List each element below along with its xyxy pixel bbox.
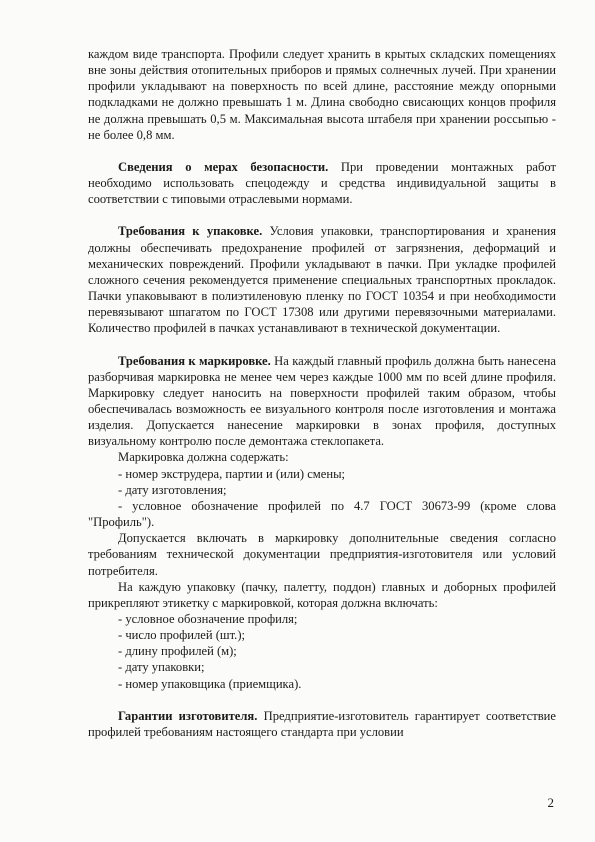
paragraph-additional-info bbox=[88, 530, 556, 578]
list-item: - число профилей (шт.); bbox=[118, 628, 246, 643]
list-item: - дату изготовления; bbox=[118, 482, 227, 497]
list-item: - условное обозначение профилей по 4.7 ГОСТ 30673-99 (кроме слова "Профиль"). bbox=[88, 498, 556, 530]
section-heading-warranty: Гарантии изготовителя. bbox=[118, 708, 258, 723]
paragraph-text: На каждый главный профиль должна быть нанесена разборчивая маркировка не менее чем через каждые 1000 мм по всей длине профиля. Маркировку следует наносить на поверхности профилей таким образом, чтобы обеспечивалась возможность ее визуального контроля после изготовления и монтажа изделия. Допускается нанесение маркировки в зонах профиля, доступных визуальному контролю после демонтажа стеклопакета. bbox=[88, 353, 556, 449]
paragraph-marking bbox=[88, 353, 556, 450]
document-body bbox=[88, 46, 556, 740]
list-item: - условное обозначение профиля; bbox=[118, 612, 298, 626]
paragraph-label-requirements bbox=[88, 579, 556, 611]
section-heading-safety: Сведения о мерах безопасности. bbox=[118, 159, 329, 174]
list-item: - длину профилей (м); bbox=[118, 644, 237, 659]
page-number: 2 bbox=[547, 795, 554, 810]
paragraph-text: каждом виде транспорта. Профили следует хранить в крытых складских помещениях вне зоны действия отопительных приборов и прямых солнечных лучей. При хранении профили укладывают на поверхность по всей длине, расстояние между опорными подкладками не должно превышать 1 м. Длина свободно свисающих концов профиля не должна превышать 0,5 м. Максимальная высота штабеля при хранении россыпью - не более 0,8 мм. bbox=[88, 47, 556, 142]
paragraph-text: При проведении монтажных работ необходимо использовать спецодежду и средства индивидуальной защиты в соответствии с типовыми отраслевыми нормами. bbox=[88, 159, 557, 207]
paragraph-text: Маркировка должна содержать: bbox=[118, 450, 289, 465]
paragraph-text: На каждую упаковку (пачку, палетту, поддон) главных и доборных профилей прикрепляют этикетку с маркировкой, которая должна включать: bbox=[88, 579, 556, 610]
section-heading-marking: Требования к маркировке. bbox=[118, 353, 271, 368]
paragraph-text: Условия упаковки, транспортирования и хранения должны обеспечивать предохранение профилей от загрязнения, деформаций и механических повреждений. Профили укладывают в пачки. При укладке профилей сложного сечения рекомендуется применение специальных транспортных прокладок. Пачки упаковывают в полиэтиленовую пленку по ГОСТ 10354 и при необходимости перевязывают шпагатом по ГОСТ 17308 или другими перевязочными материалами. Количество профилей в пачках устанавливают в технической документации. bbox=[88, 224, 556, 336]
paragraph-text: Предприятие-изготовитель гарантирует соответствие профилей требованиям настоящего стандарта при условии bbox=[88, 708, 556, 739]
list-item: - номер экструдера, партии и (или) смены; bbox=[118, 466, 346, 481]
list-item: - номер упаковщика (приемщика). bbox=[118, 676, 302, 691]
paragraph-text: Допускается включать в маркировку дополнительные сведения согласно требованиям технической документации предприятия-изготовителя или условий потребителя. bbox=[88, 531, 556, 578]
paragraph-transport-storage bbox=[88, 46, 556, 143]
paragraph-warranty bbox=[88, 708, 556, 740]
list-item: - дату упаковки; bbox=[118, 660, 205, 675]
section-heading-packaging: Требования к упаковке. bbox=[118, 224, 263, 239]
paragraph-packaging bbox=[88, 223, 556, 336]
paragraph-marking-contents bbox=[88, 449, 556, 465]
paragraph-safety bbox=[88, 159, 556, 207]
